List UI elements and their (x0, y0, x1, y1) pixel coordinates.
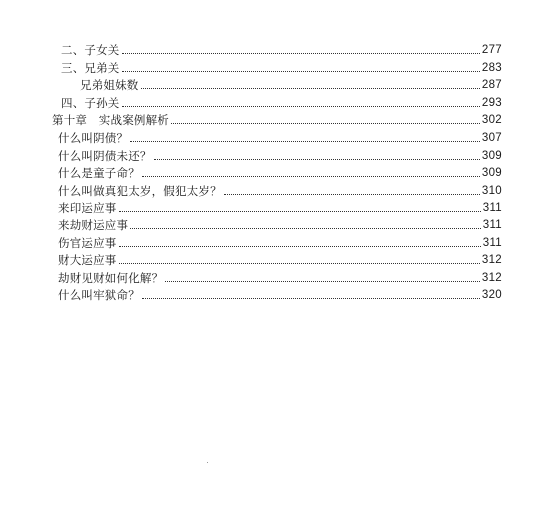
toc-chapter-entry[interactable] (52, 111, 502, 127)
dot-leader (142, 176, 480, 177)
toc-entry[interactable] (80, 76, 502, 92)
toc-entry-title: 三、兄弟关 (61, 61, 120, 75)
dot-leader (119, 246, 481, 247)
toc-entry[interactable] (58, 251, 502, 267)
dot-leader (165, 281, 480, 282)
dot-leader (119, 263, 480, 264)
toc-entry[interactable] (61, 59, 502, 75)
toc-entry-page: 309 (481, 150, 502, 162)
dot-leader (122, 106, 480, 107)
toc-entry[interactable] (58, 199, 502, 215)
toc-entry-title: 什么是童子命？ (58, 166, 140, 180)
toc-entry-page: 311 (482, 202, 502, 214)
toc-entry-page: 287 (481, 79, 502, 91)
toc-entry-title: 什么叫牢狱命？ (58, 288, 140, 302)
toc-entry[interactable] (58, 234, 502, 250)
dot-leader (141, 88, 480, 89)
toc-entry-page: 307 (481, 132, 502, 144)
toc-entry-page: 309 (481, 167, 502, 179)
toc-entry[interactable] (58, 216, 502, 232)
toc-entry-page: 302 (481, 114, 502, 126)
toc-entry-page: 311 (482, 219, 502, 231)
toc-entry-title: 什么叫做真犯太岁，假犯太岁？ (58, 184, 222, 198)
toc-entry[interactable] (58, 129, 502, 145)
scan-speck (207, 462, 208, 463)
toc-entry-page: 310 (481, 185, 502, 197)
dot-leader (122, 53, 480, 54)
toc-entry-page: 311 (482, 237, 502, 249)
toc-entry-title: 来印运应事 (58, 201, 117, 215)
toc-entry-title: 劫财见财如何化解？ (58, 271, 164, 285)
toc-entry-title: 四、子孙关 (61, 96, 120, 110)
dot-leader (119, 211, 481, 212)
toc-entry-page: 312 (481, 254, 502, 266)
dot-leader (142, 298, 480, 299)
toc-entry-page: 293 (481, 97, 502, 109)
toc-entry-title: 伤官运应事 (58, 236, 117, 250)
toc-entry[interactable] (58, 147, 502, 163)
toc-entry[interactable] (58, 164, 502, 180)
toc-entry-page: 277 (481, 44, 502, 56)
toc-entry-title: 兄弟姐妹数 (80, 78, 139, 92)
dot-leader (130, 228, 481, 229)
toc-entry[interactable] (61, 94, 502, 110)
toc-entry[interactable] (58, 286, 502, 302)
dot-leader (154, 159, 480, 160)
toc-entry-page: 320 (481, 289, 502, 301)
dot-leader (130, 141, 480, 142)
toc-entry[interactable] (61, 41, 502, 57)
dot-leader (122, 71, 480, 72)
toc-entry-page: 312 (481, 272, 502, 284)
toc-entry[interactable] (58, 269, 502, 285)
toc-entry-page: 283 (481, 62, 502, 74)
toc-entry-title: 什么叫阴债？ (58, 131, 129, 145)
toc-entry-title: 来劫财运应事 (58, 218, 129, 232)
dot-leader (224, 194, 480, 195)
dot-leader (171, 123, 480, 124)
toc-entry-title: 二、子女关 (61, 43, 120, 57)
toc-entry-title: 第十章 实战案例解析 (52, 113, 169, 127)
toc-entry-title: 什么叫阴债未还？ (58, 149, 152, 163)
toc-entry-title: 财大运应事 (58, 253, 117, 267)
toc-entry[interactable] (58, 182, 502, 198)
